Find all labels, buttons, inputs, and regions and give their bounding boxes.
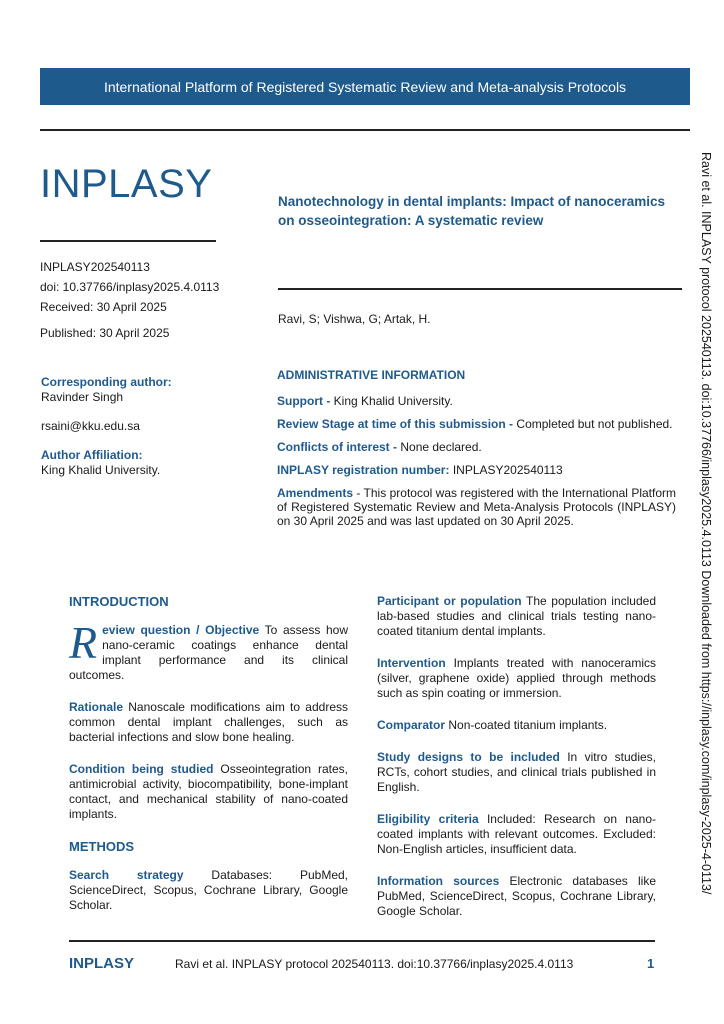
review-stage-item [277,417,676,431]
header-divider [40,129,690,131]
amendments-item [277,486,676,528]
registration-item [277,463,676,477]
amendments-value: - This protocol was registered with the International Platform of Registered Systematic Review and Meta-Analysis Protocols (INPLASY) on 30 April 2025 and was last updated on 30 April 2025. [277,486,676,528]
support-value: King Khalid University. [330,394,453,408]
condition-label: Condition being studied [69,762,214,776]
received-date: Received: 30 April 2025 [40,300,167,314]
drop-cap: R [69,617,98,668]
study-designs-paragraph [377,750,656,795]
amendments-label: Amendments [277,486,354,500]
review-stage-value: Completed but not published. [513,417,673,431]
search-strategy-value: Databases: PubMed, ScienceDirect, Scopus, Cochrane Library, Google Scholar. [69,868,348,912]
affiliation-label: Author Affiliation: [41,448,143,462]
review-stage-label: Review Stage at time of this submission - [277,417,514,431]
eligibility-paragraph [377,812,656,857]
review-question-label: eview question / Objective [102,623,260,637]
affiliation-block [41,448,160,478]
rationale-paragraph [69,700,348,745]
intervention-label: Intervention [377,656,446,670]
conflicts-label: Conflicts of interest - [277,440,398,454]
doi-text: doi: 10.37766/inplasy2025.4.0113 [40,280,220,294]
header-banner [40,68,690,105]
support-item [277,394,676,408]
rationale-label: Rationale [69,700,124,714]
registration-id: INPLASY202540113 [40,260,150,274]
intervention-value: Implants treated with nanoceramics (silver, graphene oxide) applied through methods such as spin coating or immersion. [377,656,656,700]
footer-citation: Ravi et al. INPLASY protocol 202540113. doi:10.37766/inplasy2025.4.0113 [175,957,574,971]
registration-value: INPLASY202540113 [449,463,563,477]
comparator-label: Comparator [377,718,446,732]
comparator-paragraph [377,718,656,733]
search-strategy-label: Search strategy [69,868,184,882]
condition-paragraph [69,762,348,822]
review-question-value: To assess how nano-ceramic coatings enhance dental implant performance and its clinical outcomes. [69,623,348,682]
eligibility-value: Included: Research on nano-coated implants with relevant outcomes. Excluded: Non-English articles, insufficient data. [377,812,656,856]
information-sources-paragraph [377,874,656,919]
introduction-heading: INTRODUCTION [69,594,169,609]
comparator-value: Non-coated titanium implants. [445,718,608,732]
review-question-paragraph [69,617,348,683]
study-designs-label: Study designs to be included [377,750,560,764]
administrative-information [277,368,676,537]
registration-label: INPLASY registration number: [277,463,450,477]
footer-divider [69,940,655,942]
right-column [377,594,656,936]
corresponding-author-label: Corresponding author: [41,375,172,389]
participant-value: The population included lab-based studies and clinical trials testing nano-coated titanium dental implants. [377,594,656,638]
support-label: Support - [277,394,331,408]
banner-title: International Platform of Registered Systematic Review and Meta-analysis Protocols [103,78,627,95]
inplasy-logo: INPLASY [40,162,213,206]
study-designs-value: In vitro studies, RCTs, cohort studies, and clinical trials published in English. [377,750,656,794]
rationale-value: Nanoscale modifications aim to address common dental implant challenges, such as bacterial infections and slow bone healing. [69,700,348,744]
corresponding-author-name: Ravinder Singh [41,390,124,404]
search-strategy-paragraph [69,868,348,913]
page-number: 1 [647,956,655,971]
intervention-paragraph [377,656,656,701]
logo-divider [40,240,216,242]
title-divider [278,288,682,290]
eligibility-label: Eligibility criteria [377,812,479,826]
affiliation-value: King Khalid University. [41,463,161,477]
participant-paragraph [377,594,656,639]
information-sources-label: Information sources [377,874,500,888]
side-citation-link[interactable]: Ravi et al. INPLASY protocol 202540113. doi:10.37766/inplasy2025.4.0113 Downloaded from https://inplasy.com/inplasy-2025-4-0113/ [699,152,713,895]
footer-logo: INPLASY [69,955,135,972]
methods-heading: METHODS [69,839,134,854]
published-date: Published: 30 April 2025 [40,326,170,340]
participant-label: Participant or population [377,594,522,608]
admin-heading: ADMINISTRATIVE INFORMATION [277,368,466,382]
conflicts-item [277,440,676,454]
corresponding-email: rsaini@kku.edu.sa [41,419,140,433]
condition-value: Osseointegration rates, antimicrobial activity, biocompatibility, bone-implant contact, and mechanical stability of nano-coated implants. [69,762,348,821]
left-column [69,594,348,930]
author-list: Ravi, S; Vishwa, G; Artak, H. [278,312,431,326]
paper-title: Nanotechnology in dental implants: Impact of nanoceramics on osseointegration: A systematic review [278,194,666,228]
information-sources-value: Electronic databases like PubMed, ScienceDirect, Scopus, Cochrane Library, Google Scholar. [377,874,656,918]
corresponding-author-block [41,375,172,405]
conflicts-value: None declared. [397,440,482,454]
